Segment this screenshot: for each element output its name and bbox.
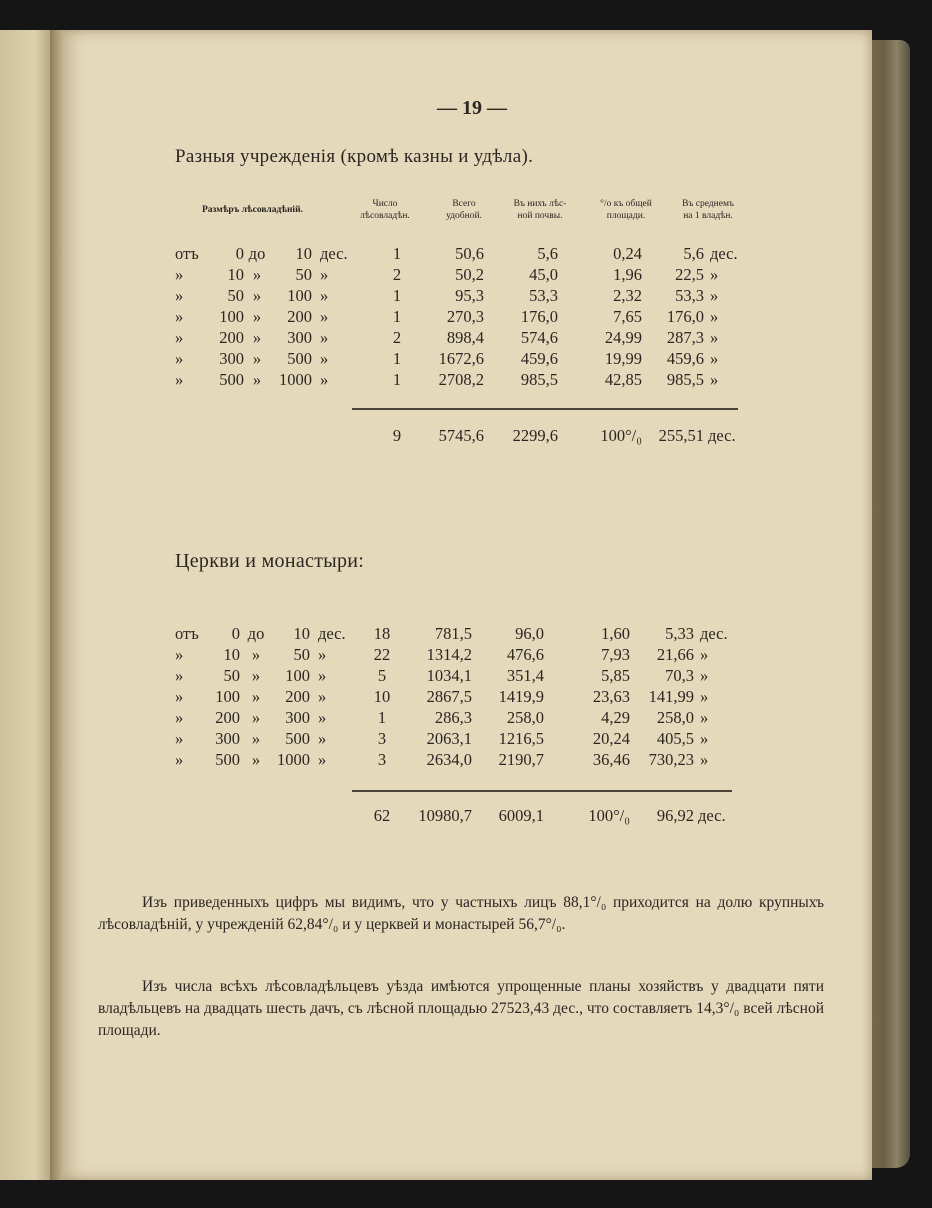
- cell-avg: 21,66: [656, 645, 694, 664]
- cell-avg: 459,6: [666, 349, 704, 368]
- cell-percent: 4,29: [601, 708, 630, 727]
- cell-from: 0: [231, 624, 240, 643]
- cell-unit: »: [320, 265, 329, 284]
- cell-unit: »: [320, 328, 329, 347]
- cell-mid: »: [251, 645, 261, 664]
- cell-percent: 7,93: [601, 645, 630, 664]
- cell-forest: 574,6: [520, 328, 558, 347]
- table-row: [62, 244, 872, 266]
- cell-forest: 45,0: [529, 265, 558, 284]
- cell-avg: 176,0: [666, 307, 704, 326]
- total-rule-2: [352, 790, 732, 792]
- header-average: Въ среднемъ на 1 владѣн.: [682, 199, 734, 221]
- cell-tail: дес.: [700, 624, 728, 643]
- cell-mid: »: [251, 666, 261, 685]
- cell-to: 100: [285, 666, 310, 685]
- cell-unit: »: [320, 349, 329, 368]
- table-row: [62, 750, 872, 772]
- cell-tail: »: [710, 349, 719, 368]
- cell-mid: до: [247, 624, 265, 643]
- cell-to: 50: [293, 645, 310, 664]
- cell-total: 1034,1: [426, 666, 472, 685]
- left-page-edge: [0, 30, 50, 1180]
- cell-to: 10: [293, 624, 310, 643]
- cell-to: 50: [295, 265, 312, 284]
- cell-pre: отъ: [175, 624, 199, 643]
- cell-from: 50: [227, 286, 244, 305]
- cell-mid: »: [252, 286, 262, 305]
- cell-tail: »: [700, 687, 709, 706]
- cell-tail: »: [700, 750, 709, 769]
- table-row: [62, 624, 872, 646]
- table-row: [62, 328, 872, 350]
- table-row: [62, 666, 872, 688]
- cell-tail: »: [700, 708, 709, 727]
- cell-count: 1: [392, 244, 402, 263]
- table-row: [62, 645, 872, 667]
- cell-forest: 5,6: [537, 244, 558, 263]
- cell-pre: »: [175, 645, 184, 664]
- cell-percent: 20,24: [592, 729, 630, 748]
- cell-mid: »: [252, 349, 262, 368]
- cell-tail: »: [710, 307, 719, 326]
- cell-from: 200: [219, 328, 244, 347]
- cell-from: 300: [215, 729, 240, 748]
- cell-tail: »: [700, 645, 709, 664]
- cell-mid: »: [252, 370, 262, 389]
- cell-pre: »: [175, 708, 184, 727]
- cell-to: 500: [285, 729, 310, 748]
- cell-to: 100: [287, 286, 312, 305]
- table-row: [62, 307, 872, 329]
- cell-forest: 2190,7: [498, 750, 544, 769]
- cell-count: 1: [392, 370, 402, 389]
- cell-unit: »: [318, 645, 327, 664]
- cell-to: 1000: [279, 370, 312, 389]
- cell-unit: »: [318, 666, 327, 685]
- cell-unit: »: [320, 286, 329, 305]
- section-title-churches: Церкви и монастыри:: [175, 550, 365, 572]
- table-row: [62, 708, 872, 730]
- cell-unit: »: [320, 307, 329, 326]
- totals-row-institutions: 9 5745,6 2299,6 100°/₀ 255,51 дес.: [392, 426, 736, 445]
- cell-total: 1314,2: [426, 645, 472, 664]
- header-forest: Въ нихъ лѣс- ной почвы.: [513, 199, 567, 221]
- cell-count: 1: [392, 286, 402, 305]
- cell-pre: »: [175, 750, 184, 769]
- cell-mid: »: [252, 307, 262, 326]
- cell-to: 10: [295, 244, 312, 263]
- cell-to: 1000: [277, 750, 310, 769]
- paragraph-summary: Изъ приведенныхъ цифръ мы видимъ, что у частныхъ лицъ 88,1°/₀ приходится на долю крупныхъ лѣсовладѣній, у учрежденій 62,84°/₀ и у церквей и монастырей 56,7°/₀.: [98, 894, 824, 933]
- cell-forest: 176,0: [520, 307, 558, 326]
- cell-to: 300: [285, 708, 310, 727]
- cell-unit: дес.: [318, 624, 346, 643]
- cell-to: 500: [287, 349, 312, 368]
- cell-total: 2063,1: [426, 729, 472, 748]
- cell-percent: 19,99: [604, 349, 642, 368]
- cell-pre: »: [175, 349, 184, 368]
- cell-unit: »: [320, 370, 329, 389]
- cell-unit: »: [318, 729, 327, 748]
- cell-mid: »: [251, 708, 261, 727]
- book-page: [62, 30, 872, 1180]
- cell-tail: »: [700, 729, 709, 748]
- cell-tail: »: [710, 286, 719, 305]
- cell-from: 0: [235, 244, 244, 263]
- cell-count: 10: [373, 687, 391, 706]
- cell-from: 10: [227, 265, 244, 284]
- cell-forest: 351,4: [506, 666, 544, 685]
- cell-tail: дес.: [710, 244, 738, 263]
- cell-mid: »: [252, 328, 262, 347]
- cell-percent: 0,24: [613, 244, 642, 263]
- cell-unit: »: [318, 708, 327, 727]
- cell-percent: 23,63: [592, 687, 630, 706]
- table-row: [62, 265, 872, 287]
- cell-count: 2: [392, 328, 402, 347]
- cell-count: 18: [373, 624, 391, 643]
- header-size: Размѣръ лѣсовладѣній.: [202, 205, 303, 215]
- cell-count: 1: [392, 307, 402, 326]
- cell-to: 200: [287, 307, 312, 326]
- cell-from: 100: [219, 307, 244, 326]
- cell-unit: »: [318, 687, 327, 706]
- cell-tail: »: [700, 666, 709, 685]
- cell-from: 300: [219, 349, 244, 368]
- table-row: [62, 349, 872, 371]
- cell-total: 2634,0: [426, 750, 472, 769]
- cell-avg: 53,3: [675, 286, 704, 305]
- cell-avg: 287,3: [666, 328, 704, 347]
- cell-count: 1: [377, 708, 387, 727]
- section-title-institutions: Разныя учрежденія (кромѣ казны и удѣла).: [175, 146, 534, 167]
- cell-from: 200: [215, 708, 240, 727]
- page-stack-edge: [866, 40, 910, 1168]
- cell-forest: 1419,9: [498, 687, 544, 706]
- cell-percent: 2,32: [613, 286, 642, 305]
- cell-count: 1: [392, 349, 402, 368]
- table-row: [62, 370, 872, 392]
- cell-unit: »: [318, 750, 327, 769]
- cell-percent: 7,65: [613, 307, 642, 326]
- cell-pre: отъ: [175, 244, 199, 263]
- cell-count: 2: [392, 265, 402, 284]
- cell-total: 2708,2: [438, 370, 484, 389]
- total-rule-1: [352, 408, 738, 410]
- cell-tail: »: [710, 328, 719, 347]
- cell-forest: 459,6: [520, 349, 558, 368]
- cell-pre: »: [175, 687, 184, 706]
- cell-total: 286,3: [434, 708, 472, 727]
- cell-from: 500: [219, 370, 244, 389]
- cell-to: 200: [285, 687, 310, 706]
- header-percent: °/о къ общей площади.: [600, 199, 652, 221]
- cell-count: 3: [377, 750, 387, 769]
- cell-avg: 5,33: [665, 624, 694, 643]
- cell-mid: »: [251, 750, 261, 769]
- totals-row-churches: 62 10980,7 6009,1 100°/₀ 96,92 дес.: [373, 806, 726, 825]
- cell-total: 1672,6: [438, 349, 484, 368]
- cell-avg: 22,5: [675, 265, 704, 284]
- cell-forest: 476,6: [506, 645, 544, 664]
- cell-total: 2867,5: [426, 687, 472, 706]
- cell-pre: »: [175, 307, 184, 326]
- cell-forest: 985,5: [520, 370, 558, 389]
- header-count: Число лѣсовладѣн.: [360, 199, 410, 221]
- cell-mid: до: [248, 244, 266, 263]
- cell-from: 10: [223, 645, 240, 664]
- paragraph-plans: Изъ числа всѣхъ лѣсовладѣльцевъ уѣзда имѣются упрощенные планы хозяйствъ у двадцати пяти владѣльцевъ на двадцать шесть дачъ, съ лѣсной площадью 27523,43 дес., что составляетъ 14,3°/₀ всей лѣсной площади.: [98, 978, 824, 1039]
- cell-total: 781,5: [434, 624, 472, 643]
- cell-percent: 36,46: [592, 750, 630, 769]
- cell-count: 22: [373, 645, 391, 664]
- cell-mid: »: [251, 729, 261, 748]
- cell-pre: »: [175, 666, 184, 685]
- table-row: [62, 687, 872, 709]
- cell-tail: »: [710, 370, 719, 389]
- cell-percent: 42,85: [604, 370, 642, 389]
- cell-to: 300: [287, 328, 312, 347]
- cell-from: 50: [223, 666, 240, 685]
- cell-percent: 24,99: [604, 328, 642, 347]
- cell-avg: 70,3: [665, 666, 694, 685]
- cell-avg: 5,6: [683, 244, 704, 263]
- header-total: Всего удобной.: [446, 199, 482, 221]
- table-row: [62, 729, 872, 751]
- cell-total: 270,3: [446, 307, 484, 326]
- cell-from: 500: [215, 750, 240, 769]
- cell-mid: »: [252, 265, 262, 284]
- cell-tail: »: [710, 265, 719, 284]
- cell-forest: 258,0: [506, 708, 544, 727]
- cell-percent: 1,60: [601, 624, 630, 643]
- cell-forest: 53,3: [529, 286, 558, 305]
- cell-avg: 258,0: [656, 708, 694, 727]
- cell-mid: »: [251, 687, 261, 706]
- cell-total: 898,4: [446, 328, 484, 347]
- cell-total: 50,2: [455, 265, 484, 284]
- cell-avg: 405,5: [656, 729, 694, 748]
- table-row: [62, 286, 872, 308]
- cell-total: 50,6: [455, 244, 484, 263]
- cell-avg: 985,5: [666, 370, 704, 389]
- page-number: — 19 —: [437, 97, 507, 119]
- cell-percent: 1,96: [613, 265, 642, 284]
- cell-pre: »: [175, 328, 184, 347]
- cell-total: 95,3: [455, 286, 484, 305]
- cell-pre: »: [175, 370, 184, 389]
- cell-unit: дес.: [320, 244, 348, 263]
- cell-avg: 730,23: [648, 750, 694, 769]
- cell-from: 100: [215, 687, 240, 706]
- cell-forest: 96,0: [515, 624, 544, 643]
- cell-forest: 1216,5: [498, 729, 544, 748]
- cell-pre: »: [175, 729, 184, 748]
- cell-avg: 141,99: [648, 687, 694, 706]
- cell-percent: 5,85: [601, 666, 630, 685]
- cell-count: 3: [377, 729, 387, 748]
- cell-pre: »: [175, 265, 184, 284]
- cell-pre: »: [175, 286, 184, 305]
- cell-count: 5: [377, 666, 387, 685]
